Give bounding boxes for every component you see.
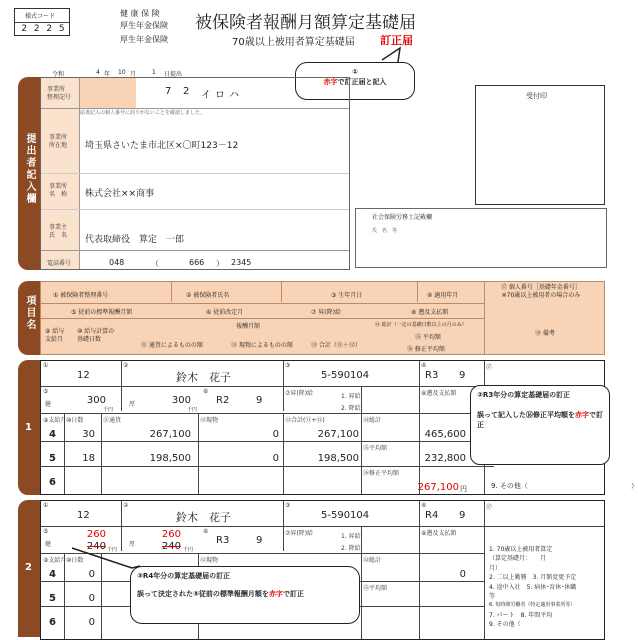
r2-apply-era: R4 [425,510,439,521]
r1-m2-days: 18 [82,453,95,464]
owner-name-label: 事業主 氏 名 [49,224,68,239]
submitter-side-text: 提出者記入欄 [24,133,35,205]
office-name: 株式会社××商事 [85,189,155,199]
callout2-title: ②R3年分の算定基礎届の訂正 [477,391,571,399]
date-day: 1 [152,69,156,76]
items-header [40,281,605,355]
h-goods: ⑫ 現物によるものの額 [231,342,293,349]
r1-average: 232,800 [424,453,466,464]
r1-mod-average: 267,100 [417,482,459,493]
record1: ① ② ③ ④ ⑰ 12 鈴木 花子 5-590104 R3 9 ⑤ 健 300 千円 厚 300 千円 ⑥ R2 9 ⑦昇(降)給 1. 昇給 2. 降給 ⑧遡及支払額 ⑨支給月 ⑩日数 ⑪通貨 ⑫現物 ⑬合計(⑪+⑫) ⑭総計 ⑮平均額 ⑯修正平均額 4 30 267,100 0 267,100 5 18 198,500 0 198,500 6 465,600 232,800 267,100 円 9. その他（ ） [40,360,605,495]
r1-ken-value: 300 [86,395,106,406]
r2-remark-3: 月） [489,564,502,572]
h-remarks: ⑱ 備考 [535,330,555,337]
h-monthly-pay: 報酬月額 [236,323,261,330]
form-code-label: 様式コード [25,13,56,20]
office-address-label: 事業所 所在地 [49,134,68,149]
r1-m2-total: 198,500 [317,453,359,464]
h-base-days: ⑩ 給与計算の 基礎日数 [77,328,115,343]
h-insured-no: ① 被保険者整理番号 [53,292,109,299]
office-code-a: 7 [165,86,172,97]
h-total: ⑬ 合計（⑪＋⑫） [311,342,361,349]
r1-apply-era: R3 [425,370,439,381]
r2-name: 鈴木 花子 [176,511,231,524]
items-side-label [18,281,40,355]
form-code-digit: 5 [58,24,65,34]
r1-m1-days: 30 [82,429,95,440]
r2-kou-old: 240 [161,541,181,552]
r1-m2-goods: 0 [272,453,279,464]
form-code-digit: 2 [33,24,40,34]
office-code-c: イロハ [201,90,243,101]
record2-index-bar [18,500,40,637]
sharoushi-name-label: 氏 名 等 [372,228,398,234]
correction-tag: 訂正届 [380,34,413,47]
r2-remark-5: 3. 月額変更予定 [532,574,577,582]
h-pay-month: ⑨ 給与 支給月 [45,328,65,343]
r2-remarks-list [489,545,576,630]
r2-remark-4: 2. 二以上勤務 [489,574,527,582]
callout2-red: 赤字 [575,411,589,419]
callout3-body1: 誤って決定された⑤従前の標準報酬月額を [137,590,269,598]
r2-remark-9: 6. 短時間労働者（特定適用事業所等） [489,602,576,609]
h-grand-total: ⑭ 総計（一定の基礎日数以上の月のみ） [375,322,467,328]
insurance-kousei-2: 厚生年金保険 [120,35,168,44]
r1-apply-month: 9 [459,370,466,381]
r1-kou-label: 厚 [129,401,136,408]
date-year: 4 [96,69,100,76]
r2-m2-days: 0 [88,593,95,604]
h-raise: ⑦ 昇(降)給 [311,309,341,316]
r2-raise-opt1: 1. 昇給 [341,533,361,540]
r1-prev-era: R2 [216,395,230,406]
r2-kou-new: 260 [161,529,181,540]
record1-index: 1 [25,422,32,433]
r1-m1-goods: 0 [272,429,279,440]
r2-m1-total: 0 [459,569,466,580]
callout1-number: ① [352,68,358,76]
office-name-label: 事業所 名 称 [49,183,68,198]
r1-grand-total: 465,600 [424,429,466,440]
record2: ① ② ③ ④ ⑰ 12 鈴木 花子 5-590104 R4 9 ⑤ 健 260 240 千円 厚 260 240 千円 ⑥ R3 9 ⑦昇(降)給 1. 昇給 2. 降給 ⑧遡及支払額 ⑨支給月 ⑩日数 ⑫現物 ⑭総計 ⑮平均額 4 0 0 5 0 6 0 1. 70歳以上被用者算定 （算定基礎月： 月 月） 2. 二以上勤務 3. 月額変更予定 4. 途中入社 5. 病休･育休･休職 等 6. 短時間労働者（特定適用事業所等） 7. パート 8. 年間平均 9. その他（ [40,500,605,640]
r2-m1-days: 0 [88,569,95,580]
callout3-pointer [70,546,160,576]
date-day-unit: 日提出 [164,71,183,78]
callout2-body3: で訂正 [477,411,603,429]
r1-kou-value: 300 [171,395,191,406]
office-address: 埼玉県さいたま市北区×〇町123－12 [85,141,239,151]
r2-raise-opt2: 2. 降給 [341,545,361,552]
h-insured-name: ② 被保険者氏名 [186,292,230,299]
r2-m1: 4 [49,569,56,580]
r1-insured-no: 12 [77,370,90,381]
r1-m2: 5 [49,453,56,464]
r2-remark-10: 7. パート [489,611,515,619]
r1-kou-unit: 千円 [187,407,198,413]
r2-ken-old: 240 [86,541,106,552]
tel-paren-open: （ [151,259,159,268]
submitter-side-label [18,77,40,270]
r2-remark-7: 5. 病休･育休･休職 [526,583,577,591]
record2-index: 2 [25,562,32,573]
form-subtitle: 70歳以上被用者算定基礎届 [232,37,355,48]
form-code-box [14,8,70,36]
r1-m2-cash: 198,500 [149,453,191,464]
r1-name: 鈴木 花子 [176,371,231,384]
r2-m3: 6 [49,617,56,628]
callout3-body2: で訂正 [282,590,304,598]
h-apply-month: ④ 適用年月 [427,292,459,299]
h-mod-average: ⑯ 修正平均額 [407,346,445,353]
r2-remark-11: 8. 年間平均 [520,611,553,619]
form-code-digit: 2 [21,24,28,34]
r1-yen-unit: 円 [460,485,467,493]
office-code-b: 2 [183,86,190,97]
tel-paren-close: ） [216,259,224,268]
r2-insured-no: 12 [77,510,90,521]
submitter-box [40,77,350,270]
r2-apply-month: 9 [459,510,466,521]
r2-remark-12: 9. その他（ [489,621,521,629]
insurance-kousei: 厚生年金保険 [120,21,168,30]
r1-ken-label: 健 [45,401,52,408]
r2-prev-month: 9 [256,535,263,546]
r2-ken-new: 260 [86,529,106,540]
callout-2 [470,385,610,465]
sharoushi-title: 社会保険労務士記載欄 [372,214,433,221]
r1-raise-opt2: 2. 降給 [341,405,361,412]
r2-remark-2: （算定基礎月： 月 [489,555,547,563]
r1-prev-month: 9 [256,395,263,406]
tel-last: 2345 [231,258,252,267]
callout-3 [130,566,360,624]
r1-remarks-other: 9. その他（ [491,482,528,490]
receipt-label: 受付印 [526,92,547,100]
owner-name: 代表取締役 算定 一郎 [85,235,185,245]
date-month-unit: 月 [130,71,137,78]
h-retro: ⑧ 遡及支払額 [411,309,449,316]
r1-remarks-close: ） [631,482,638,490]
callout1-red-text: 赤字 [323,78,338,86]
h-my-number: ⑰ 個人番号［基礎年金番号］ ※70歳以上被用者の場合のみ [501,284,581,299]
r2-remark-6: 4. 途中入社 [489,583,521,591]
h-prev-revision: ⑥ 従前改定月 [206,309,244,316]
callout3-red: 赤字 [268,590,283,598]
r1-raise-opt1: 1. 昇給 [341,393,361,400]
date-month: 10 [118,69,126,76]
r2-prev-era: R3 [216,535,230,546]
date-era: 令和 [52,71,65,78]
tel-label: 電話番号 [47,260,72,267]
form-title: 被保険者報酬月額算定基礎届 [195,13,416,33]
tel-mid: 666 [189,258,205,267]
r1-birth: 5-590104 [321,370,370,381]
r2-m2: 5 [49,593,56,604]
r2-birth: 5-590104 [321,510,370,521]
r1-m3: 6 [49,477,56,488]
r1-ken-unit: 千円 [103,407,114,413]
sharoushi-box [355,208,607,268]
h-cash: ⑪ 通貨によるものの額 [141,342,203,349]
r2-kou-unit: 千円 [183,547,194,553]
r2-m3-days: 0 [88,617,95,628]
callout2-body1: 誤って記入した [477,411,526,419]
r2-remark-8: 等 [489,593,496,601]
r1-m1-cash: 267,100 [149,429,191,440]
r1-m1: 4 [49,429,56,440]
office-code-label: 事業所 整理記号 [47,86,72,101]
receipt-stamp-box [475,85,605,205]
items-side-text: 項目名 [24,295,35,331]
date-year-unit: 年 [104,71,111,78]
h-birthdate: ③ 生年月日 [331,292,363,299]
tel-area: 048 [109,258,125,267]
callout1-text: で訂正届と記入 [337,78,387,86]
callout3-title: ③R4年分の算定基礎届の訂正 [137,572,231,580]
r2-ken-unit: 千円 [107,547,118,553]
h-prev-standard: ⑤ 従前の標準報酬月額 [71,309,133,316]
h-average: ⑮ 平均額 [415,334,441,341]
record1-index-bar [18,360,40,495]
insurance-kenpo: 健 康 保 険 [120,9,160,18]
form-code-digit: 2 [46,24,53,34]
callout2-body2: ⑯修正平均額を [526,411,575,419]
r2-remark-1: 1. 70歳以上被用者算定 [489,546,553,553]
form-code-digits [18,24,68,34]
confirm-note: 届書記入の個人番号に誤りがないことを確認しました。 [80,110,206,116]
r1-m1-total: 267,100 [317,429,359,440]
